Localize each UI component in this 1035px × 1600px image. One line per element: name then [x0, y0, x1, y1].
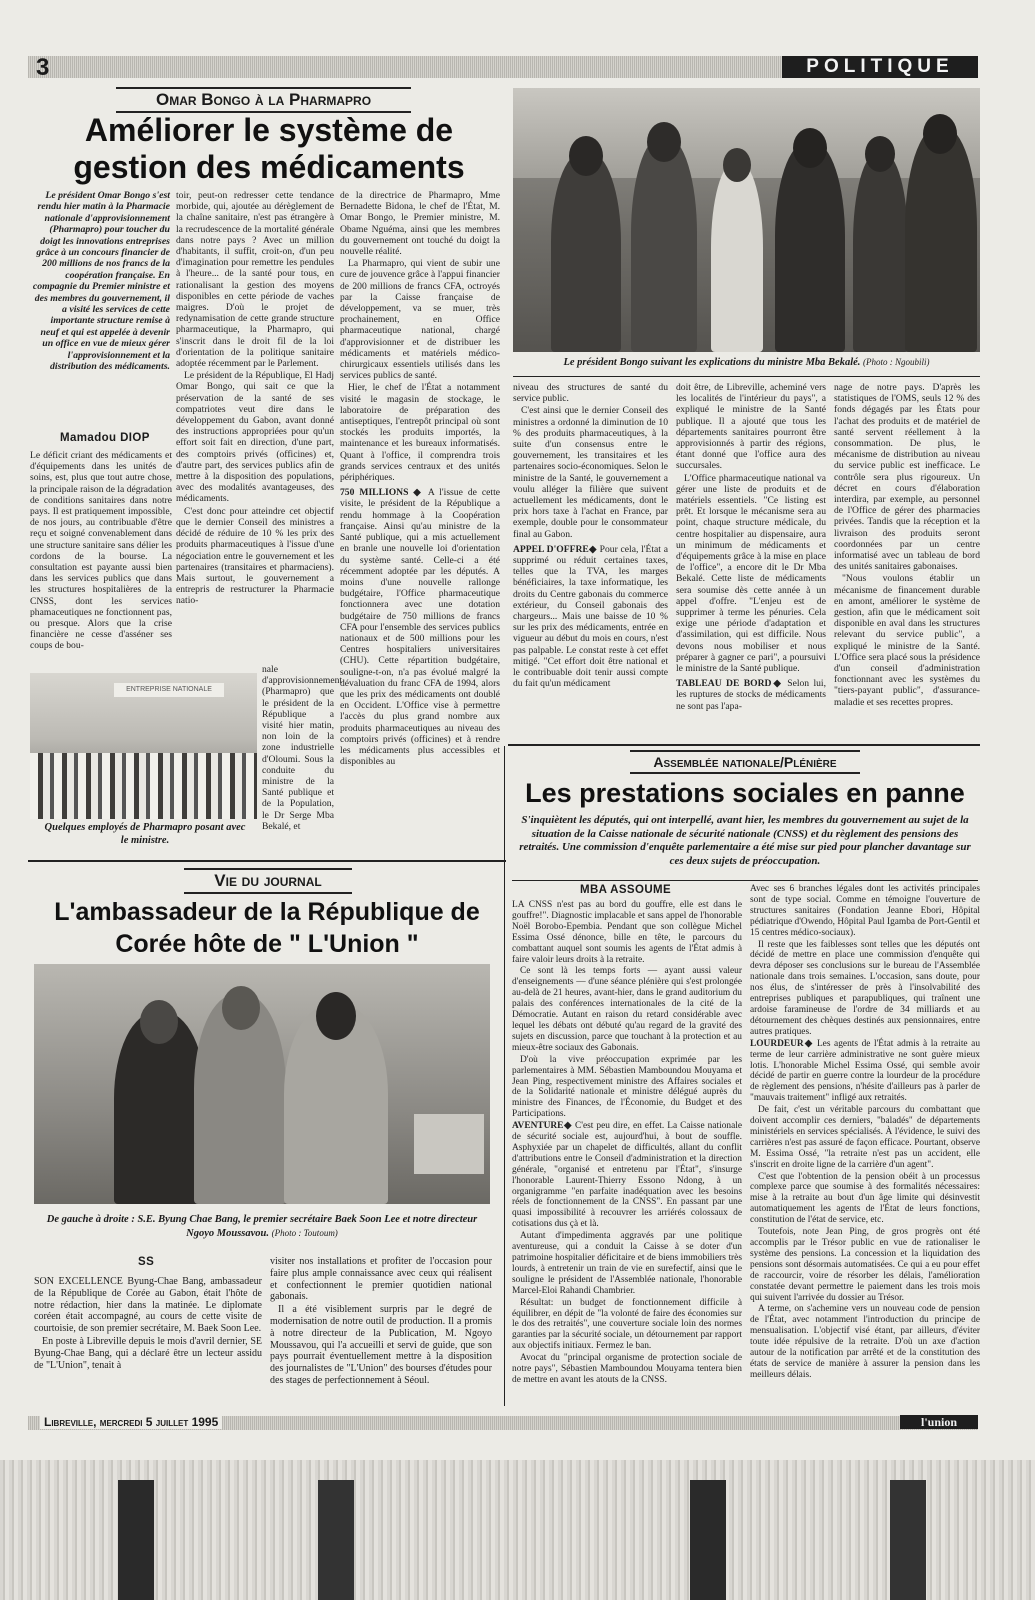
divider-photo: [513, 376, 980, 377]
article1-headline-line1: Améliorer le système de: [84, 112, 454, 148]
article3-col1-p1: LA CNSS n'est pas au bord du gouffre, elle est dans le gouffre!". Diagnostic implacable et sans appel de l'honorable Noël Borobo-Epembia. Pendant que son collègue Michel Essima Ossé dénonce, bille en tête, le parcours du combattant auquel sont soumis les agents de l'État admis à faire valoir leurs droits à la retraite.: [512, 900, 742, 965]
article3-subhead-lourdeur: LOURDEUR◆: [750, 1038, 814, 1049]
article1-col3-p3: Hier, le chef de l'État a notamment visité le magasin de stockage, le laboratoire de préparation des antiseptiques, l'entrepôt principal où sont stockés les produits importés, la maintenance et les bureaux informatisés. Quant à l'office, il comprendra trois grands services centraux et des unités périphériques.: [340, 382, 500, 484]
article3-col1-p5: Autant d'impedimenta aggravés par une politique aventureuse, qui a conduit la Caisse à se doter d'un patrimoine hospitalier déficitaire et de biens immobiliers très lourds, à entretenir un train de vie en surefectif, ainsi que le souligne le président de l'Assemblée nationale, l'honorable Marcel-Eloi Rahandi Chambrier.: [512, 1231, 742, 1296]
article1-col1: [30, 450, 172, 668]
article1-subhead-appel: APPEL D'OFFRE◆: [513, 543, 597, 555]
photo-caption-small: Quelques employés de Pharmapro posant avec le ministre.: [44, 822, 246, 846]
article2-col2: [270, 1256, 492, 1406]
photo-pharmapro-staff: [30, 673, 257, 819]
photo-caption-main: [513, 356, 980, 370]
article1-subhead-tableau: TABLEAU DE BORD◆: [676, 678, 783, 690]
article3-col1-p6: Résultat: un budget de fonctionnement difficile à équilibrer, en dépit de "la volonté de faire des économies sur le dos des retraités", une couverture sociale loin des normes garanties par la sécurité sociale, un détournement par rapport aux objectifs initiaux. Fermez le ban.: [512, 1297, 742, 1352]
article3-subhead-aventure: AVENTURE◆: [512, 1121, 572, 1132]
article1-col5-p3: Selon lui, les ruptures de stocks de médicaments ne sont pas l'apa-: [676, 678, 826, 712]
article1-col3-p4: A l'issue de cette visite, le président de la République a rendu hommage à la Coopération française. Ainsi qu'au ministre de la Santé publique, qui a mis actuellement en branle une nouvelle loi d'orientation du système santé. Celle-ci a été récemment adoptée par les députés. A moins d'une nouvelle rallonge budgétaire, l'Office pharmaceutique fonctionnera avec une dotation budgétaire de 750 millions de francs CFA pour l'ensemble des services publics nationaux et de 500 millions pour les Centres hospitaliers universitaires (CHU). Cette répartition budgétaire, souligne-t-on, n'a pas évolué malgré la dévaluation du franc CFA de 1994, alors que les prix des médicaments ont doublé en Occident. L'Office vise à permettre l'accès du plus grand nombre aux produits pharmaceutiques au niveau des comptoirs privés (officines) et à rendre les médicaments plus accessibles et disponibles au: [340, 487, 500, 768]
photo-caption-main-text: Le président Bongo suivant les explications du ministre Mba Bekalé.: [563, 357, 861, 368]
article1-intro-text: Le président Omar Bongo s'est rendu hier matin à la Pharmacie nationale d'approvisionnement (Pharmapro) pour toucher du doigt les innovations entreprises grâce à un concours financier de 200 millions de nos francs de la coopération française. En compagnie du Premier ministre et des membres du gouvernement, il a visité les services de cette importante structure remise à neuf et qui est appelée à devenir un office en vue de mieux gérer l'approvisionnement et la distribution des médicaments.: [32, 190, 170, 373]
article3-col2-p4: De fait, c'est un véritable parcours du combattant que doivent accomplir ces derniers, "baladés" de départements ministériels en services spécialisés. À l'évidence, le suivi des carrières n'est pas assuré de façon efficace. Pourtant, observe M. Essima Ossé, "la retraite n'est pas un accident, elle s'inscrit en droite ligne de la carrière d'un agent".: [750, 1105, 980, 1170]
article1-col2-p3: C'est donc pour atteindre cet objectif que le dernier Conseil des ministres a décidé de réduire de 10 % les prix des produits pharmaceutiques à l'issue d'une négociation entre le gouvernement et les partenaires (transitaires et pharmaciens). Mais surtout, le gouvernement a entrepris de restructurer la Pharmacie natio-: [176, 505, 334, 607]
article2-col1: [34, 1276, 262, 1406]
article1-col2-p4: nale d'approvisionnement (Pharmapro) que le président de la République a visité hier matin, non loin de la zone industrielle d'Oloumi. Sous la conduite du ministre de la Santé publique et de la Population, le Dr Serge Mba Bekalé, et: [262, 664, 343, 832]
article3-intro: S'inquiètent les députés, qui ont interpellé, avant hier, les membres du gouvernement au sujet de la situation de la Caisse nationale de sécurité nationale (CNSS) et du règlement des pensions des retraités. Une commission d'enquête parlementaire a été mise sur pied pour plancher davantage sur ces deux sujets de préoccupation.: [519, 814, 971, 867]
footer-logo: l'union: [900, 1415, 978, 1429]
article1-col1-text: Le déficit criant des médicaments et d'équipements dans les unités de soins, est, plus que tout autre chose, la principale raison de la dégradation de conditions sanitaires dans notre pays. Il est pratiquement impossible, de nos jours, au contribuable d'être reçu et soigné convenablement dans une structure sanitaire sans délier les cordons de la bourse. La consultation est payante aussi bien dans les services publics que dans les structures hospitalières de la CNSS, dont les services phamaceutiques ne fonctionnent pas, ou presque. Alors que la crise financière ne cesse d'asséner ses coups de bou-: [30, 450, 172, 652]
divider-col-article3: [504, 746, 505, 1406]
article3-col1-p7: Avocat du "principal organisme de protection sociale de notre pays", Sébastien Mamboundou Mouyama tentera bien de mettre en avant les atouts de la CNSS.: [512, 1353, 742, 1385]
article1-col2-p1: toir, peut-on redresser cette tendance morbide, qui, ajoutée au dérèglement de la chaîne sanitaire, n'est pas étrangère à la recrudescence de la mortalité générale dans notre pays ? Avec un million d'habitants, il suffit, croit-on, d'un peu d'imagination pour remettre les pendules à l'heure... de la santé pour tous, en rationalisant la gestion des moyens disponibles en cette période de vaches maigres. D'où le projet de redynamisation de cette grande structure pharmaceutique, la Pharmapro, qui s'inscrit dans le droit fil de la loi d'orientation de la politique sanitaire adoptée récemment par le Parlement.: [176, 190, 334, 370]
article1-col5-p2: L'Office pharmaceutique national va gérer une liste de produits et de matériels essentiels. "Ce listing est prêt. Et lorsque le mécanisme sera au point, chaque structure médicale, du centre hospitalier au dispensaire, aura un minimum de médicaments et d'équipements grâce à la mise en place de l'office", a encore dit le Dr Mba Bekalé. Cette liste de médicaments sera soumise dès cette année à un appel d'offre. "L'enjeu est de supprimer à terme les pénuries. Cela exige une période d'adaptation et d'assimilation, qui est difficile. Nous devons nous mobiliser et nous préparer à gagner ce pari", a poursuivi le ministre de la Santé publique.: [676, 472, 826, 675]
article1-col6-p2: "Nous voulons établir un mécanisme de financement durable en amont, améliorer le système de gestion, afin que le médicament soit disponible en aval dans les structures relevant du service public", a expliqué le ministre de la Santé. L'Office sera placé sous la présidence d'un conseil d'administration fonctionnant avec les systèmes du "tiers-payant public", d'assurance-maladie et ses recettes propres.: [834, 573, 980, 708]
article2-col2-p2: Il a été visiblement surpris par le degré de modernisation de notre outil de production. Il a promis à notre directeur de la Publication, M. Ngoyo Moussavou, qui l'a accueilli et servi de guide, que son pays pourrait éventuellement mettre à la disposition des journalistes de "L'Union" des bourses d'études pour des stages de perfectionnement à Séoul.: [270, 1304, 493, 1386]
pharmapro-banner: ENTREPRISE NATIONALE: [114, 683, 224, 697]
article3-col2-p5: C'est que l'obtention de la pension obéit à un processus complexe parce que soumise à des formalités nécessaires: mise à la retraite au bout d'un âge limite qui désinvestit automatiquement les agents de l'État de leurs fonctions, constitution de l'état de service, etc.: [750, 1171, 980, 1226]
section-title: POLITIQUE: [782, 56, 978, 78]
article1-col5: [676, 382, 826, 740]
article1-col3-p1: de la directrice de Pharmapro, Mme Bernadette Bidona, le chef de l'État, M. Omar Bongo, le Premier ministre, M. Obame Nguéma, ainsi que les membres du gouvernement ont touché du doigt la nouvelle réalité.: [340, 190, 500, 258]
photo-bongo-visit: [513, 88, 980, 352]
footer-dateline: Libreville, mercredi 5 juillet 1995: [40, 1415, 222, 1429]
article3-col2-p3: Les agents de l'État admis à la retraite au terme de leur carrière administrative ne sont guère mieux lotis. L'honorable Michel Essima Ossé, qui semble avoir décidé de partir en guerre contre la lourdeur de la procédure de règlement des pensions, n'hésite d'ailleurs pas à parler de "mauvais traitement" infligé aux retraités.: [750, 1038, 981, 1104]
article1-col6-p1: nage de notre pays. D'après les statistiques de l'OMS, seuls 12 % des fonds dégagés par les États pour l'achat des produits et de matériel de santé servent réellement à la consommation. De plus, le mécanisme de distribution au niveau du service public est inefficace. Le contrôle sera plus rigoureux. Un décret en cours d'élaboration interdira, par exemple, au personnel de l'Office de gérer des pharmacies privées. Tandis que la réception et la livraison des produits seront coordonnées par un centre informatisé avec un tableau de bord des unités sanitaires gabonaises.: [834, 382, 980, 573]
article1-col5-p1: doit être, de Libreville, acheminé vers les localités de l'intérieur du pays", a expliqué le ministre de la Santé publique. Il a ajouté que tous les départements sanitaires pourront être approvisionnés à partir des régions, étant donné que l'office aura des succursales.: [676, 382, 826, 472]
article1-col4: [513, 382, 668, 740]
article1-col3: [340, 190, 500, 848]
divider-article3-intro: [512, 880, 978, 881]
scan-border-bottom: [0, 1460, 1035, 1600]
article1-col2-p2: Le président de la République, El Hadj Omar Bongo, qui sait ce que la préservation de la santé de ses compatriotes veut dire dans le développement du Gabon, avant donné des instructions appropriées pour qu'un effort soit fait en direction, d'une part, des comptoirs privés (officines) et, d'autre part, des services publics afin de mettre à la disposition des populations, avec des modalités avantageuses, des médicaments.: [176, 370, 334, 505]
article1-col4-p3: Pour cela, l'État a supprimé ou réduit certaines taxes, telles que la TVA, les marges bénéficiaires, la taxe informatique, les droits du Centre gabonais du commerce extérieur, du Conseil gabonais des chargeurs... Mais une baisse de 10 % sur les prix des médicaments, entrée en vigueur au début du mois en cours, n'est pas palpable. Le constat reste à cet effet mitigé. "Cet effort doit être national et le contribuable doit tenir aussi compte du fait qu'un médicament: [513, 543, 668, 690]
article1-col3-p2: La Pharmapro, qui vient de subir une cure de jouvence grâce à l'appui financier de 200 millions de francs CFA, octroyés par la Caisse française de développement, va se muer, très prochainement, en Office pharmaceutique national, chargé d'approvisionner et de distribuer les médicaments et matériels médico-chirurgicaux essentiels utilisés dans les services publics de santé.: [340, 258, 500, 382]
photo-credit-korea: (Photo : Toutoum): [271, 1227, 338, 1238]
photo-caption-korea: [34, 1214, 490, 1240]
article3-col1-p4: C'est peu dire, en effet. La Caisse nationale de sécurité sociale est, aujourd'hui, à bout de souffle. Asphyxiée par un chapelet de difficultés, allant du conflit d'attributions entre le Conseil d'administration et la direction générale, "organisé et entretenu par l'État", s'insurge l'honorable Laurent-Thierry Essono Ndong, à un organigramme "en parfaite inadéquation avec les besoins réels de fonctionnement de la CNSS". En passant par une quasi impossibilité à recouvrer les arriérés colossaux de cotisations dus çà et là.: [512, 1121, 743, 1230]
article2-kicker: Vie du journal: [184, 868, 352, 894]
article1-col4-p2: C'est ainsi que le dernier Conseil des ministres a ordonné la diminution de 10 % des produits pharmaceutiques, à la suite d'un consensus entre le gouvernement, les transitaires et les partenaires socio-économiques. Selon le ministre de la Santé, le gouvernement a voulu alléger la filière que suivent actuellement les médicaments, dont le prix hors taxe à l'achat en France, par exemple, double pour le consommateur final au Gabon.: [513, 405, 668, 540]
article3-byline: MBA ASSOUME: [580, 884, 672, 896]
article3-col1-p3: D'où la vive préoccupation exprimée par les parlementaires à MM. Sébastien Mamboundou Mouyama et Jean Ping, respectivement ministre des Affaires sociales et de la Solidarité nationale et ministre délégué auprès du ministre des Finances, de l'Économie, du Budget et des Participations.: [512, 1054, 742, 1120]
article1-byline: Mamadou DIOP: [60, 432, 150, 444]
article3-col2-p2: Il reste que les faiblesses sont telles que les députés ont décidé de mettre en place une commission d'enquête qui devra déposer ses conclusions sur le bureau de l'Assemblée nationale dans trois semaines. L'occasion, sans doute, pour nos élus, de s'intéresser de près à l'insolvabilité des entreprises publiques et parapubliques, qui traînent une ardoise faramineuse de l'ordre de 34 milliards et au détournement des chèques destinés aux pensionnaires, entre autres pratiques.: [750, 939, 980, 1037]
article1-intro: [30, 190, 170, 426]
article1-col2-wrap: [262, 664, 343, 848]
article2-headline-line1: L'ambassadeur de la République de: [54, 898, 480, 926]
article3-kicker: Assemblée nationale/Plénière: [630, 750, 860, 774]
article1-col4-p1: niveau des structures de santé du service public.: [513, 382, 668, 405]
article1-subhead-750: 750 MILLIONS ◆: [340, 487, 424, 499]
article3-col2-p1: Avec ses 6 branches légales dont les activités principales sont de type social. Comme en témoigne l'ouverture de structures sanitaires (Fondation Jeanne Ebori, Hôpital pédiatrique d'Owendo, Hôpital Paul Igamba de Port-Gentil et 15 centres médico-sociaux).: [750, 884, 980, 938]
page-number: 3: [36, 54, 50, 81]
article3-headline: Les prestations sociales en panne: [525, 778, 965, 808]
photo-korean-ambassador: [34, 964, 490, 1204]
article1-col2: [176, 190, 334, 664]
article2-col2-p1: visiter nos installations et profiter de l'occasion pour faire plus ample connaissance avec ceux qui réalisent et confectionnent le premier quotidien national gabonais.: [270, 1256, 492, 1303]
article3-col1-p2: Ce sont là les temps forts — ayant aussi valeur d'enseignements — d'une séance plénière qui s'est prolongée au-delà de 21 heures, avant-hier, dans le grand auditorium du palais des conférences internationales de la cité de la Démocratie. Autant en raison du retard considérable avec lequel les débats ont débuté qu'au regard de la gravité des sujets en discussion, parce que touchant à la protection et au mieux-être sociaux des Gabonais.: [512, 966, 742, 1053]
divider-article3: [508, 744, 980, 746]
article3-col2-p7: A terme, on s'achemine vers un nouveau code de pension de l'État, avec notamment l'introduction du principe de mensualisation. L'objectif visé étant, par ailleurs, d'éviter toute idée répulsive de la retraite. D'où un axe d'action autour de la notification par arrêté et de la constitution des états de service de manière à assurer la pension dans les meilleurs délais.: [750, 1304, 980, 1380]
article3-col2: [750, 884, 980, 1406]
article3-col2-p6: Toutefois, note Jean Ping, de gros progrès ont été accomplis par le Trésor public en vue de rationaliser le système des pensions. La concession et la liquidation des pensions sont désormais automatisées. Ce qui a eu pour effet de raccourcir, voire de résorber les délais, l'amélioration constatée devant permettre le paiement dans les trois mois qui suivent l'arrivée du dossier au Trésor.: [750, 1227, 980, 1303]
photo-caption-korea-text: De gauche à droite : S.E. Byung Chae Bang, le premier secrétaire Baek Soon Lee et notre directeur Ngoyo Moussavou.: [46, 1214, 478, 1239]
photo-credit-main: (Photo : Ngoubili): [863, 357, 930, 367]
article2-headline-line2: Corée hôte de " L'Union ": [115, 930, 419, 958]
article1-headline-line2: gestion des médicaments: [73, 149, 465, 185]
article2-col1-p1: SON EXCELLENCE Byung-Chae Bang, ambassadeur de la République de Corée au Gabon, était l'hôte de notre rédaction, hier dans la matinée. Le diplomate coréen était accompagné, au cours de cette visite de courtoisie, de son premier secrétaire, M. Baek Soon Lee.: [34, 1276, 262, 1335]
article2-byline: SS: [138, 1256, 155, 1268]
article1-col6: [834, 382, 980, 740]
article1-kicker: Omar Bongo à la Pharmapro: [116, 87, 411, 113]
article3-col1: [512, 900, 742, 1406]
divider-article2: [28, 860, 506, 862]
article2-col1-p2: En poste à Libreville depuis le mois d'avril dernier, SE Byung-Chae Bang, qui a déclaré être un lecteur assidu de "L'Union", tenait à: [34, 1335, 262, 1371]
